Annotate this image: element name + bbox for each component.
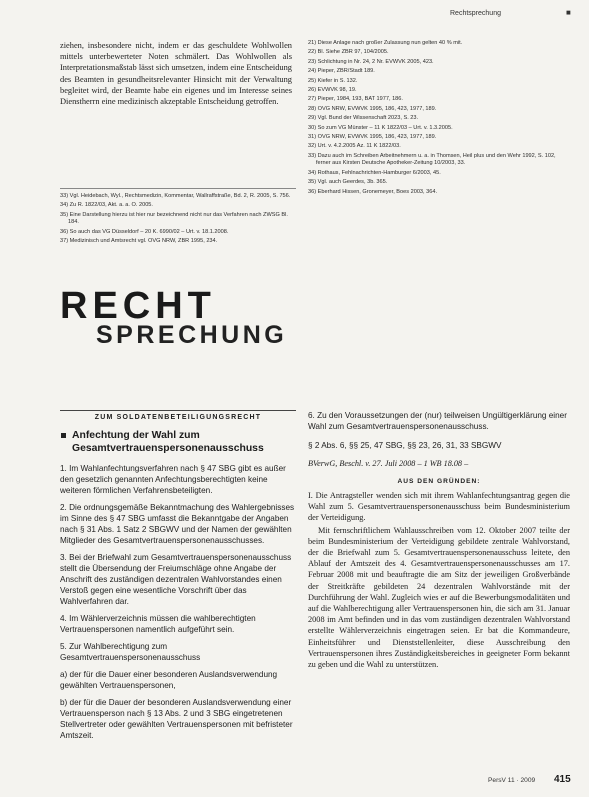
footnote: 29) Vgl. Bund der Wissenschaft 2023, S. 23. bbox=[308, 115, 419, 122]
leitsatz: 1. Im Wahlanfechtungsverfahren nach § 47 SBG gibt es außer den gesetzlich genannten Anfechtungsberechtigten keine weiteren förmlichen Verfahrensbeteiligten. bbox=[60, 464, 286, 495]
footnotes-left bbox=[60, 188, 296, 247]
page-number: 415 bbox=[554, 774, 571, 785]
footnotes-right bbox=[308, 40, 568, 198]
footnote: 36) Eberhard Hissen, Gronemeyer, Boes 2003, 364. bbox=[308, 188, 438, 195]
section-banner-sprechung: SPRECHUNG bbox=[96, 321, 288, 349]
article-title-text: Anfechtung der Wahl zum Gesamtvertrauenspersonenausschuss bbox=[72, 430, 264, 454]
leitsatz: 3. Bei der Briefwahl zum Gesamtvertrauenspersonenausschuss stellt die Übersendung der Freiumschläge ohne Angabe der Anschrift des zuständigen dezentralen Wahlvorstandes einen Verstoß gegen eine wesentliche Vorschrift über das Wahlverfahren dar. bbox=[60, 553, 292, 606]
footnote: 35) Eine Darstellung hierzu ist hier nur bezeichnend nicht nur das Verfahren nach ZWSG Bl. 184. bbox=[60, 211, 288, 226]
leitsatz: 5. Zur Wahlberechtigung zum Gesamtvertrauenspersonenausschuss bbox=[60, 642, 201, 662]
leitsatz: a) der für die Dauer einer besonderen Auslandsverwendung gewählten Vertrauenspersonen, bbox=[60, 670, 278, 690]
footnote: 28) OVG NRW, EVWVK 1995, 186, 423, 1977, 189. bbox=[308, 105, 437, 112]
footnote: 32) Urt. v. 4.2.2005 Az. 11 K 1822/03. bbox=[308, 143, 401, 150]
footer-issue: PersV 11 · 2009 bbox=[488, 777, 536, 784]
article-left-column bbox=[60, 430, 296, 747]
footnote: 33) Vgl. Heidebach, Wyl., Rechtsmedizin, Kommentar, Wallraffstraße, Bd. 2, R. 2005, S. 756. bbox=[60, 193, 291, 199]
bullet-square-icon bbox=[61, 433, 66, 438]
footnote: 34) Rothaus, Fehlnachrichten-Hamburger 6/2003, 45. bbox=[308, 169, 441, 176]
article-right-column bbox=[308, 410, 570, 671]
leitsatz: 4. Im Wählerverzeichnis müssen die wahlberechtigten Vertrauenspersonen namentlich aufgeführt sein. bbox=[60, 614, 256, 634]
footnote: 33) Dazu auch im Schreiben Arbeitnehmern u. a. in Thomsen, Heil plus und den Wehr 1992, S. 102, ferner aus Kirsten Deutsche Apotheker-Zeitung 10/2003, 33. bbox=[308, 152, 556, 167]
footnote: 22) Bl. Siehe ZBR 97, 104/2005. bbox=[308, 49, 389, 56]
footnote: 25) Kiefer in S. 132. bbox=[308, 77, 358, 84]
footnote: 26) EVWVK 98, 19. bbox=[308, 87, 357, 94]
court-citation: BVerwG, Beschl. v. 27. Juli 2008 – 1 WB 18.08 – bbox=[308, 459, 469, 468]
top-left-paragraph: ziehen, insbesondere nicht, indem er das geschuldete Wohlwollen mittels unterbewerteter Noten schmälert. Das Wohlwollen als Interpretationsmaßstab lässt sich umsetzen, indem eine Entscheidung des Beamten in gesundheitsrelevanter Hinsicht mit der Verwaltung begleitet wird, der Beamte habe ein eigenes und im Interesse seines Dienstherrn eine medizinisch akzeptable Entscheidung getroffen. bbox=[60, 41, 292, 107]
footnote: 37) Medizinisch und Amtsrecht vgl. OVG NRW, ZBR 1995, 234. bbox=[60, 238, 218, 245]
footnote: 21) Diese Anlage nach großer Zulassung nun gelten 40 % mit. bbox=[308, 40, 463, 46]
body-paragraph: I. Die Antragsteller wenden sich mit ihrem Wahlanfechtungsantrag gegen die Wahl zum 5. Gesamtvertrauenspersonenausschuss beim Bundesministerium der Verteidigung. bbox=[308, 491, 570, 523]
footnote: 31) OVG NRW, EVWVK 1995, 186, 423, 1977, 189. bbox=[308, 134, 437, 141]
article-title bbox=[60, 430, 296, 455]
footnote: 27) Pieper, 1984, 193, BAT 1977, 186. bbox=[308, 96, 403, 103]
leitsatz: 2. Die ordnungsgemäße Bekanntmachung des Wahlergebnisses im Sinne des § 47 SBG umfasst die Bekanntgabe der Angaben nach § 31 Abs. 1 Satz 2 SBGWV und der Namen der gewählten Mitglieder des Gesamtvertrauenspersonenausschusses. bbox=[60, 503, 295, 545]
running-head-title: Rechtsprechung bbox=[450, 10, 501, 17]
body-paragraph: Mit fernschriftlichem Wahlausschreiben vom 12. Oktober 2007 teilte der beim Bundesministerium der Verteidigung gebildete zentrale Wahlvorstand, der die Briefwahl zum 5. Gesamtvertrauenspersonenausschuss leitete, den Ablauf der Amtszeit des 4. Gesamtvertrauenspersonenausschusses am 17. Februar 2008 mit und beauftragte die am Sitz der jeweiligen Großverbände der Streitkräfte gebildeten 24 dezentralen Wahlvorstände mit der Durchführung der Wahl. Zugleich wies er auf die Bewerbungsmodalitäten und auf die Wahlberechtigung aller Vertrauenspersonen hin, die sich am 31. Januar 2008 im Amt befinden und in das vom zuständigen dezentralen Wahlvorstand erstellte Wählerverzeichnis eingetragen seien. Er bat die Kommandeure, Einheitsführer und Dienststellenleiter, diese Ausschreibung den Vertrauenspersonen ihres Zuständigkeitsbereiches in geeigneter Form bekannt zu geben und die Wahl zu unterstützen. bbox=[308, 525, 570, 670]
section-label: ZUM SOLDATENBETEILIGUNGSRECHT bbox=[60, 410, 296, 421]
leitsatz: b) der für die Dauer der besonderen Auslandsverwendung einer Vertrauensperson nach § 13 Abs. 2 und 3 SBG eingetretenen Stellvertreter oder gewählten Vertrauenspersonen mit befristeter Amtszeit. bbox=[60, 698, 293, 740]
running-head-mark: ■ bbox=[566, 8, 571, 17]
top-left-column bbox=[60, 40, 292, 107]
footnote: 34) Zu R. 1822/03, Akt. a. a. O. 2005. bbox=[60, 202, 153, 209]
footnote: 35) Vgl. auch Geerdes, 3b. 365. bbox=[308, 179, 388, 186]
leitsatz: 6. Zu den Voraussetzungen der (nur) teilweisen Ungültigerklärung einer Wahl zum Gesamtvertrauenspersonenausschuss. bbox=[308, 411, 567, 431]
footnote: 30) So zum VG Münster – 11 K 1822/03 – Urt. v. 1.3.2005. bbox=[308, 124, 453, 131]
section-banner-recht: RECHT bbox=[60, 285, 216, 327]
gruende-heading: AUS DEN GRÜNDEN: bbox=[397, 478, 481, 485]
footnote: 36) So auch das VG Düsseldorf – 20 K. 6990/02 – Urt. v. 18.1.2008. bbox=[60, 228, 229, 235]
footnote: 24) Pieper, ZBR/Stadt 189. bbox=[308, 68, 375, 75]
norms-citation: § 2 Abs. 6, §§ 25, 47 SBG, §§ 23, 26, 31, 33 SBGWV bbox=[308, 441, 502, 450]
footnote: 23) Schlichtung in Nr. 24, 2 Nr. EVWVK 2005, 423. bbox=[308, 58, 434, 65]
